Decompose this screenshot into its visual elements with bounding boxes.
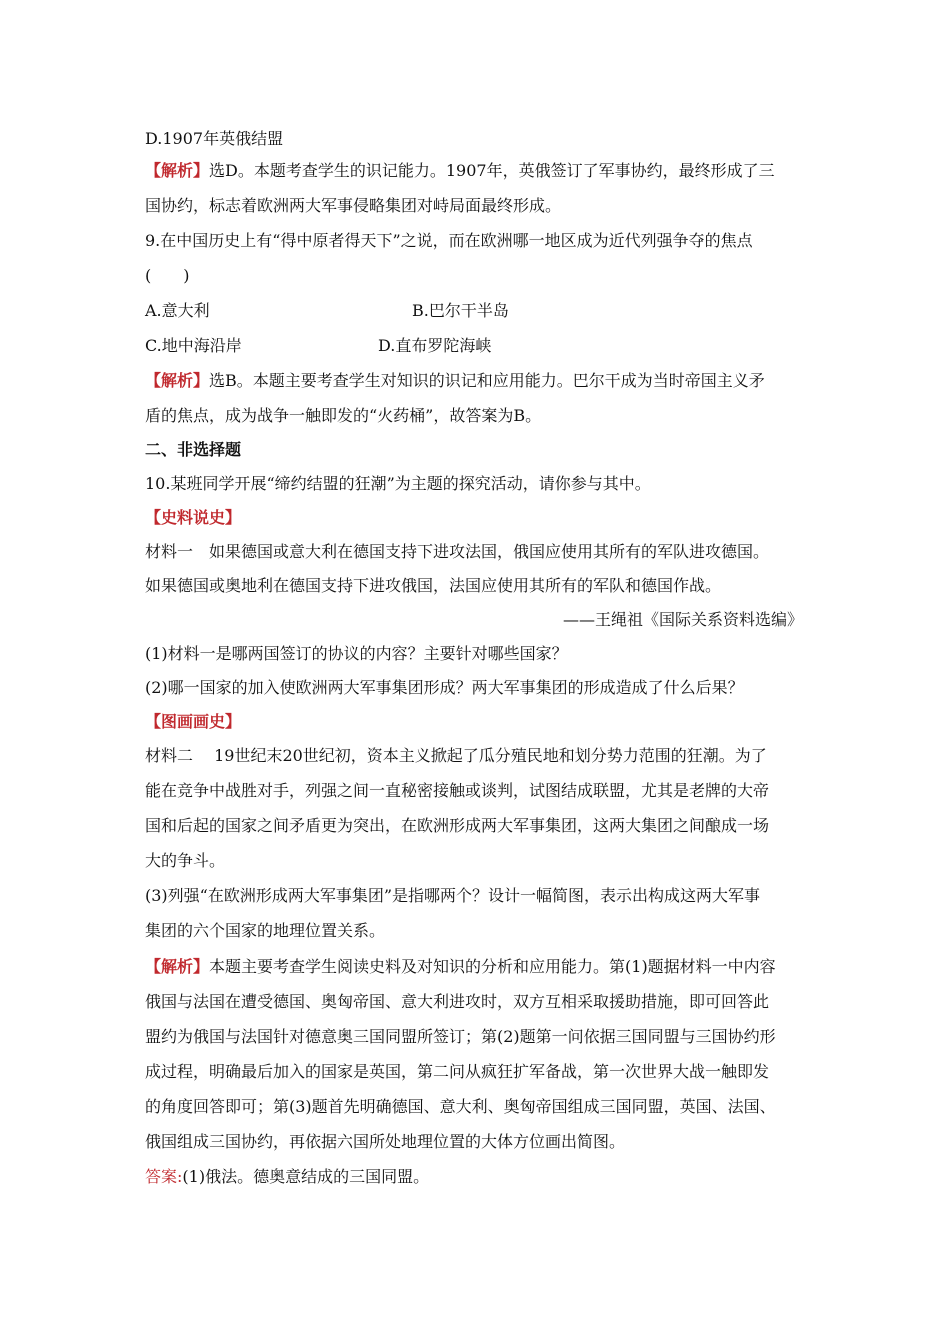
question-9: 9.在中国历史上有“得中原者得天下”之说，而在欧洲哪一地区成为近代列强争夺的焦点 xyxy=(145,231,753,250)
picture-history-tag: 【图画画史】 xyxy=(145,712,242,731)
explanation-line-1 xyxy=(145,956,776,978)
material-2-line-4: 大的争斗。 xyxy=(145,851,226,870)
answer-line xyxy=(145,1166,429,1188)
analysis-8-line-1 xyxy=(145,160,775,182)
question-9-answer-blank: ( ) xyxy=(145,266,190,285)
option-c: C.地中海沿岸 xyxy=(145,336,242,355)
option-d-line: D.1907年英俄结盟 xyxy=(145,129,284,148)
material-1-source: ——王绳祖《国际关系资料选编》 xyxy=(562,610,803,629)
material-1-line-2: 如果德国或奥地利在德国支持下进攻俄国，法国应使用其所有的军队和德国作战。 xyxy=(145,576,722,595)
question-10: 10.某班同学开展“缔约结盟的狂潮”为主题的探究活动，请你参与其中。 xyxy=(145,474,651,493)
explanation-line-3: 盟约为俄国与法国针对德意奥三国同盟所签订；第(2)题第一问依据三国同盟与三国协约形 xyxy=(145,1027,776,1046)
analysis-9-line-1 xyxy=(145,370,765,392)
option-d: D.直布罗陀海峡 xyxy=(378,336,492,355)
explanation-line-2: 俄国与法国在遭受德国、奥匈帝国、意大利进攻时，双方互相采取援助措施，即可回答此 xyxy=(145,992,770,1011)
section-heading: 二、非选择题 xyxy=(145,440,242,459)
analysis-tag: 【解析】 xyxy=(145,371,210,390)
analysis-text: 选B。本题主要考查学生对知识的识记和应用能力。巴尔干成为当时帝国主义矛 xyxy=(209,371,765,390)
material-2-line-2: 能在竞争中战胜对手，列强之间一直秘密接触或谈判，试图结成联盟，尤其是老牌的大帝 xyxy=(145,781,770,800)
explanation-line-6: 俄国组成三国协约，再依据六国所处地理位置的大体方位画出简图。 xyxy=(145,1132,626,1151)
analysis-tag: 【解析】 xyxy=(145,957,210,976)
analysis-9-line-2: 盾的焦点，成为战争一触即发的“火药桶”，故答案为B。 xyxy=(145,406,542,425)
historical-materials-tag: 【史料说史】 xyxy=(145,508,242,527)
option-a: A.意大利 xyxy=(145,301,210,320)
explanation-line-5: 的角度回答即可；第(3)题首先明确德国、意大利、奥匈帝国组成三国同盟，英国、法国、 xyxy=(145,1097,776,1116)
material-1-line-1: 材料一 如果德国或意大利在德国支持下进攻法国，俄国应使用其所有的军队进攻德国。 xyxy=(145,542,770,561)
analysis-text: 选D。本题考查学生的识记能力。1907年，英俄签订了军事协约，最终形成了三 xyxy=(209,161,775,180)
material-2-line-3: 国和后起的国家之间矛盾更为突出，在欧洲形成两大军事集团，这两大集团之间酿成一场 xyxy=(145,816,770,835)
analysis-tag: 【解析】 xyxy=(145,161,210,180)
explanation-line-4: 成过程，明确最后加入的国家是英国，第二问从疯狂扩军备战，第一次世界大战一触即发 xyxy=(145,1062,770,1081)
option-b: B.巴尔干半岛 xyxy=(412,301,509,320)
sub-question-3-line-1: (3)列强“在欧洲形成两大军事集团”是指哪两个？设计一幅简图，表示出构成这两大军事 xyxy=(145,886,761,905)
sub-question-1: (1)材料一是哪两国签订的协议的内容？主要针对哪些国家？ xyxy=(145,644,568,663)
analysis-text: 本题主要考查学生阅读史料及对知识的分析和应用能力。第(1)题据材料一中内容 xyxy=(209,957,776,976)
analysis-8-line-2: 国协约，标志着欧洲两大军事侵略集团对峙局面最终形成。 xyxy=(145,196,562,215)
answer-text: (1)俄法。德奥意结成的三国同盟。 xyxy=(182,1167,430,1186)
answer-tag: 答案: xyxy=(145,1167,183,1186)
material-2-line-1: 材料二 19世纪末20世纪初，资本主义掀起了瓜分殖民地和划分势力范围的狂潮。为了 xyxy=(145,746,767,765)
sub-question-3-line-2: 集团的六个国家的地理位置关系。 xyxy=(145,921,386,940)
sub-question-2: (2)哪一国家的加入使欧洲两大军事集团形成？两大军事集团的形成造成了什么后果？ xyxy=(145,678,744,697)
